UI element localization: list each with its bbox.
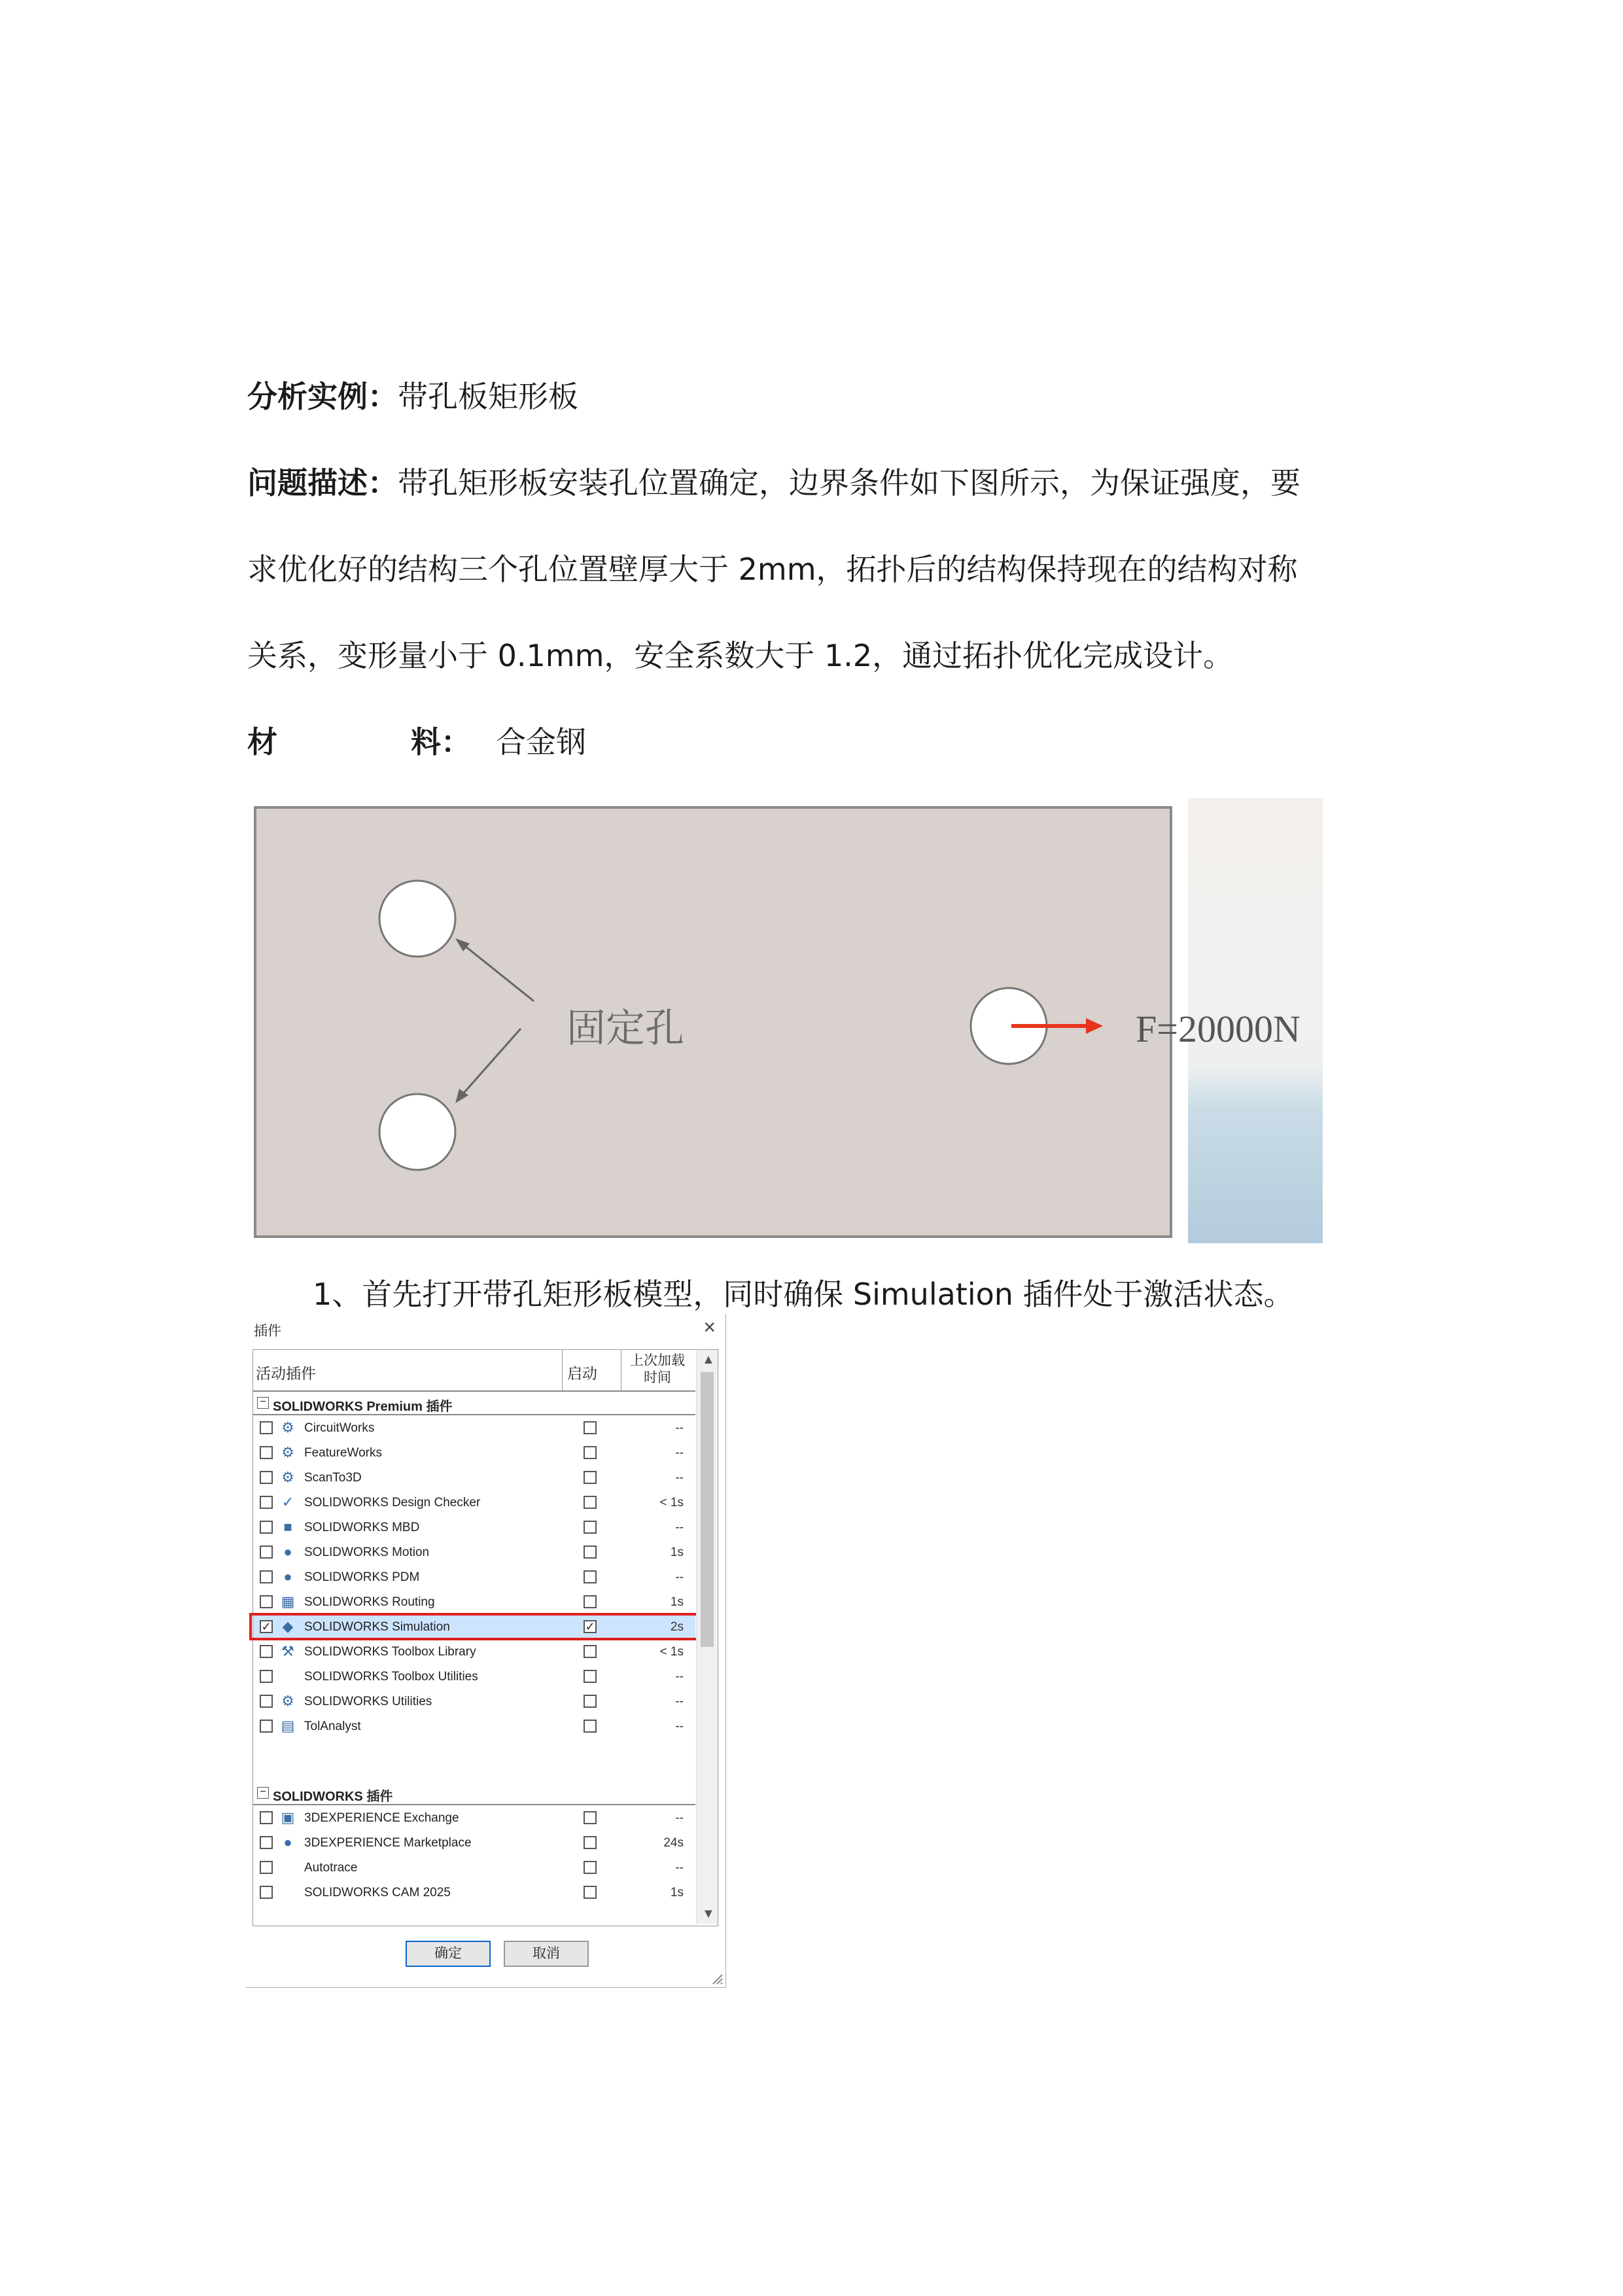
- scroll-down-icon[interactable]: ▼: [702, 1907, 715, 1921]
- problem-label: 问题描述：: [247, 465, 398, 501]
- addin-icon: [279, 1859, 296, 1876]
- addin-icon: ✓: [281, 1494, 294, 1510]
- addin-row[interactable]: [253, 1880, 695, 1905]
- addins-list: [253, 1349, 718, 1926]
- active-checkbox[interactable]: [260, 1446, 273, 1459]
- cancel-button[interactable]: 取消: [504, 1941, 589, 1967]
- startup-checkbox[interactable]: [584, 1886, 597, 1899]
- startup-checkbox[interactable]: [584, 1836, 597, 1849]
- step-1-text: 1、首先打开带孔矩形板模型，同时确保 Simulation 插件处于激活状态。: [313, 1277, 1294, 1312]
- addin-name: SOLIDWORKS Simulation: [304, 1620, 450, 1634]
- active-checkbox[interactable]: [260, 1570, 273, 1583]
- startup-checkbox[interactable]: [584, 1645, 597, 1658]
- addin-icon: ⚙: [281, 1444, 294, 1460]
- active-checkbox[interactable]: [260, 1545, 273, 1559]
- group-premium-label: SOLIDWORKS Premium 插件: [273, 1400, 453, 1414]
- addin-icon: ⚙: [281, 1469, 294, 1485]
- header-active-addins[interactable]: 活动插件: [256, 1365, 316, 1382]
- addin-row[interactable]: [253, 1490, 695, 1515]
- addin-row[interactable]: [253, 1440, 695, 1465]
- problem-line-1: [247, 463, 1300, 503]
- addin-name: SOLIDWORKS Toolbox Library: [304, 1645, 476, 1659]
- addin-row[interactable]: [253, 1689, 695, 1714]
- load-time: 1s: [670, 1545, 684, 1559]
- scroll-up-icon[interactable]: ▲: [702, 1352, 715, 1367]
- addin-row[interactable]: [253, 1855, 695, 1880]
- active-checkbox[interactable]: [260, 1695, 273, 1708]
- load-time: < 1s: [659, 1496, 684, 1510]
- load-time: 2s: [670, 1620, 684, 1634]
- example-label: 分析实例：: [247, 379, 398, 414]
- group-solidworks[interactable]: [253, 1782, 695, 1805]
- load-time: --: [675, 1695, 684, 1708]
- addin-row[interactable]: [253, 1714, 695, 1739]
- active-checkbox[interactable]: [260, 1670, 273, 1683]
- addin-icon: ▤: [281, 1718, 295, 1734]
- addin-name: SOLIDWORKS Toolbox Utilities: [304, 1670, 478, 1684]
- startup-checkbox[interactable]: [584, 1545, 597, 1559]
- addin-row[interactable]: [253, 1465, 695, 1490]
- addin-row[interactable]: [253, 1805, 695, 1830]
- addin-name: Autotrace: [304, 1861, 358, 1875]
- material-label-a: 材: [247, 724, 277, 760]
- load-time: < 1s: [659, 1645, 684, 1659]
- addin-name: ScanTo3D: [304, 1471, 362, 1485]
- startup-checkbox[interactable]: [584, 1521, 597, 1534]
- addin-icon: ▦: [281, 1593, 295, 1610]
- startup-checkbox[interactable]: [584, 1670, 597, 1683]
- dialog-title: 插件: [254, 1324, 281, 1339]
- resize-grip-icon[interactable]: [709, 1971, 724, 1985]
- load-time: --: [675, 1446, 684, 1460]
- active-checkbox[interactable]: [260, 1720, 273, 1733]
- force-label: F=20000N: [1136, 1008, 1300, 1050]
- header-startup[interactable]: 启动: [567, 1365, 597, 1382]
- list-scrollbar[interactable]: [696, 1350, 718, 1924]
- addin-row[interactable]: [253, 1589, 695, 1614]
- load-time: --: [675, 1570, 684, 1584]
- active-checkbox[interactable]: [260, 1836, 273, 1849]
- load-time: 24s: [663, 1836, 684, 1850]
- addin-name: SOLIDWORKS CAM 2025: [304, 1886, 451, 1899]
- addin-row[interactable]: [253, 1664, 695, 1689]
- active-checkbox[interactable]: [260, 1496, 273, 1509]
- startup-checkbox[interactable]: [584, 1446, 597, 1459]
- addin-icon: ⚒: [281, 1643, 294, 1659]
- load-time: --: [675, 1421, 684, 1435]
- active-checkbox[interactable]: [260, 1521, 273, 1534]
- addin-name: CircuitWorks: [304, 1421, 375, 1435]
- addin-row[interactable]: [253, 1639, 695, 1664]
- active-checkbox[interactable]: [260, 1595, 273, 1608]
- startup-checkbox[interactable]: [584, 1811, 597, 1824]
- addin-icon: ⚙: [281, 1693, 294, 1709]
- addin-name: FeatureWorks: [304, 1446, 382, 1460]
- addin-icon: ■: [283, 1519, 292, 1535]
- addin-icon: ◆: [282, 1618, 294, 1634]
- active-checkbox[interactable]: [260, 1861, 273, 1874]
- active-checkbox[interactable]: [260, 1421, 273, 1434]
- fixed-hole-label: 固定孔: [567, 1006, 684, 1051]
- group-premium[interactable]: [253, 1392, 695, 1415]
- addin-row[interactable]: [253, 1564, 695, 1589]
- addin-name: 3DEXPERIENCE Marketplace: [304, 1836, 472, 1850]
- close-icon[interactable]: ×: [703, 1315, 716, 1339]
- collapse-icon[interactable]: −: [257, 1397, 269, 1409]
- problem-text-1: 带孔矩形板安装孔位置确定，边界条件如下图所示，为保证强度，要: [398, 465, 1300, 501]
- startup-checkbox[interactable]: ✓: [584, 1620, 597, 1633]
- addin-name: SOLIDWORKS MBD: [304, 1521, 420, 1534]
- startup-checkbox[interactable]: [584, 1720, 597, 1733]
- addins-dialog: [246, 1314, 726, 1988]
- plate-figure: [253, 798, 1325, 1243]
- addin-icon: ●: [283, 1544, 292, 1560]
- material-line: [247, 722, 586, 762]
- addin-icon: ▣: [281, 1809, 295, 1826]
- list-header: [253, 1350, 695, 1392]
- addin-row[interactable]: [253, 1830, 695, 1855]
- addin-icon: ●: [283, 1834, 292, 1850]
- addin-name: 3DEXPERIENCE Exchange: [304, 1811, 459, 1825]
- example-title-line: [247, 377, 578, 416]
- active-checkbox[interactable]: [260, 1471, 273, 1484]
- addin-icon: [279, 1668, 296, 1685]
- example-text: 带孔板矩形板: [398, 379, 578, 414]
- header-divider-1: [562, 1350, 563, 1390]
- addin-name: SOLIDWORKS Utilities: [304, 1695, 432, 1708]
- addin-row[interactable]: [253, 1540, 695, 1564]
- plate-diagram: [253, 798, 1325, 1243]
- startup-checkbox[interactable]: [584, 1861, 597, 1874]
- problem-line-3: 关系，变形量小于 0.1mm，安全系数大于 1.2，通过拓扑优化完成设计。: [247, 638, 1234, 673]
- fixed-hole-bottom: [379, 1094, 455, 1170]
- active-checkbox[interactable]: [260, 1811, 273, 1824]
- problem-line-2: 求优化好的结构三个孔位置壁厚大于 2mm，拓扑后的结构保持现在的结构对称: [247, 552, 1298, 587]
- addin-icon: ●: [283, 1568, 292, 1585]
- load-time: --: [675, 1471, 684, 1485]
- startup-checkbox[interactable]: [584, 1695, 597, 1708]
- startup-checkbox[interactable]: [584, 1471, 597, 1484]
- startup-checkbox[interactable]: [584, 1595, 597, 1608]
- load-time: --: [675, 1521, 684, 1534]
- load-time: 1s: [670, 1886, 684, 1899]
- header-last-load-time[interactable]: 上次加载时间: [630, 1353, 685, 1385]
- addin-name: SOLIDWORKS Routing: [304, 1595, 435, 1609]
- material-value: 合金钢: [496, 724, 586, 760]
- fixed-hole-top: [379, 881, 455, 957]
- load-time: --: [675, 1861, 684, 1875]
- load-time: --: [675, 1811, 684, 1825]
- load-time: --: [675, 1670, 684, 1684]
- collapse-icon[interactable]: −: [257, 1787, 269, 1799]
- group-solidworks-label: SOLIDWORKS 插件: [273, 1790, 393, 1804]
- addin-name: TolAnalyst: [304, 1720, 361, 1733]
- addin-row[interactable]: [253, 1415, 695, 1440]
- active-checkbox[interactable]: [260, 1645, 273, 1658]
- highlight-box: [249, 1613, 699, 1640]
- addin-icon: [279, 1884, 296, 1901]
- addin-icon: ⚙: [281, 1419, 294, 1436]
- ok-button[interactable]: 确定: [406, 1941, 491, 1967]
- active-checkbox[interactable]: [260, 1886, 273, 1899]
- addin-name: SOLIDWORKS PDM: [304, 1570, 420, 1584]
- startup-checkbox[interactable]: [584, 1570, 597, 1583]
- active-checkbox[interactable]: ✓: [260, 1620, 273, 1633]
- load-time: --: [675, 1720, 684, 1733]
- scroll-thumb[interactable]: [701, 1372, 714, 1647]
- addin-row[interactable]: [253, 1515, 695, 1540]
- material-label-b: 料：: [411, 724, 471, 760]
- addin-name: SOLIDWORKS Design Checker: [304, 1496, 481, 1510]
- addin-name: SOLIDWORKS Motion: [304, 1545, 430, 1559]
- startup-checkbox[interactable]: [584, 1496, 597, 1509]
- startup-checkbox[interactable]: [584, 1421, 597, 1434]
- load-time: 1s: [670, 1595, 684, 1609]
